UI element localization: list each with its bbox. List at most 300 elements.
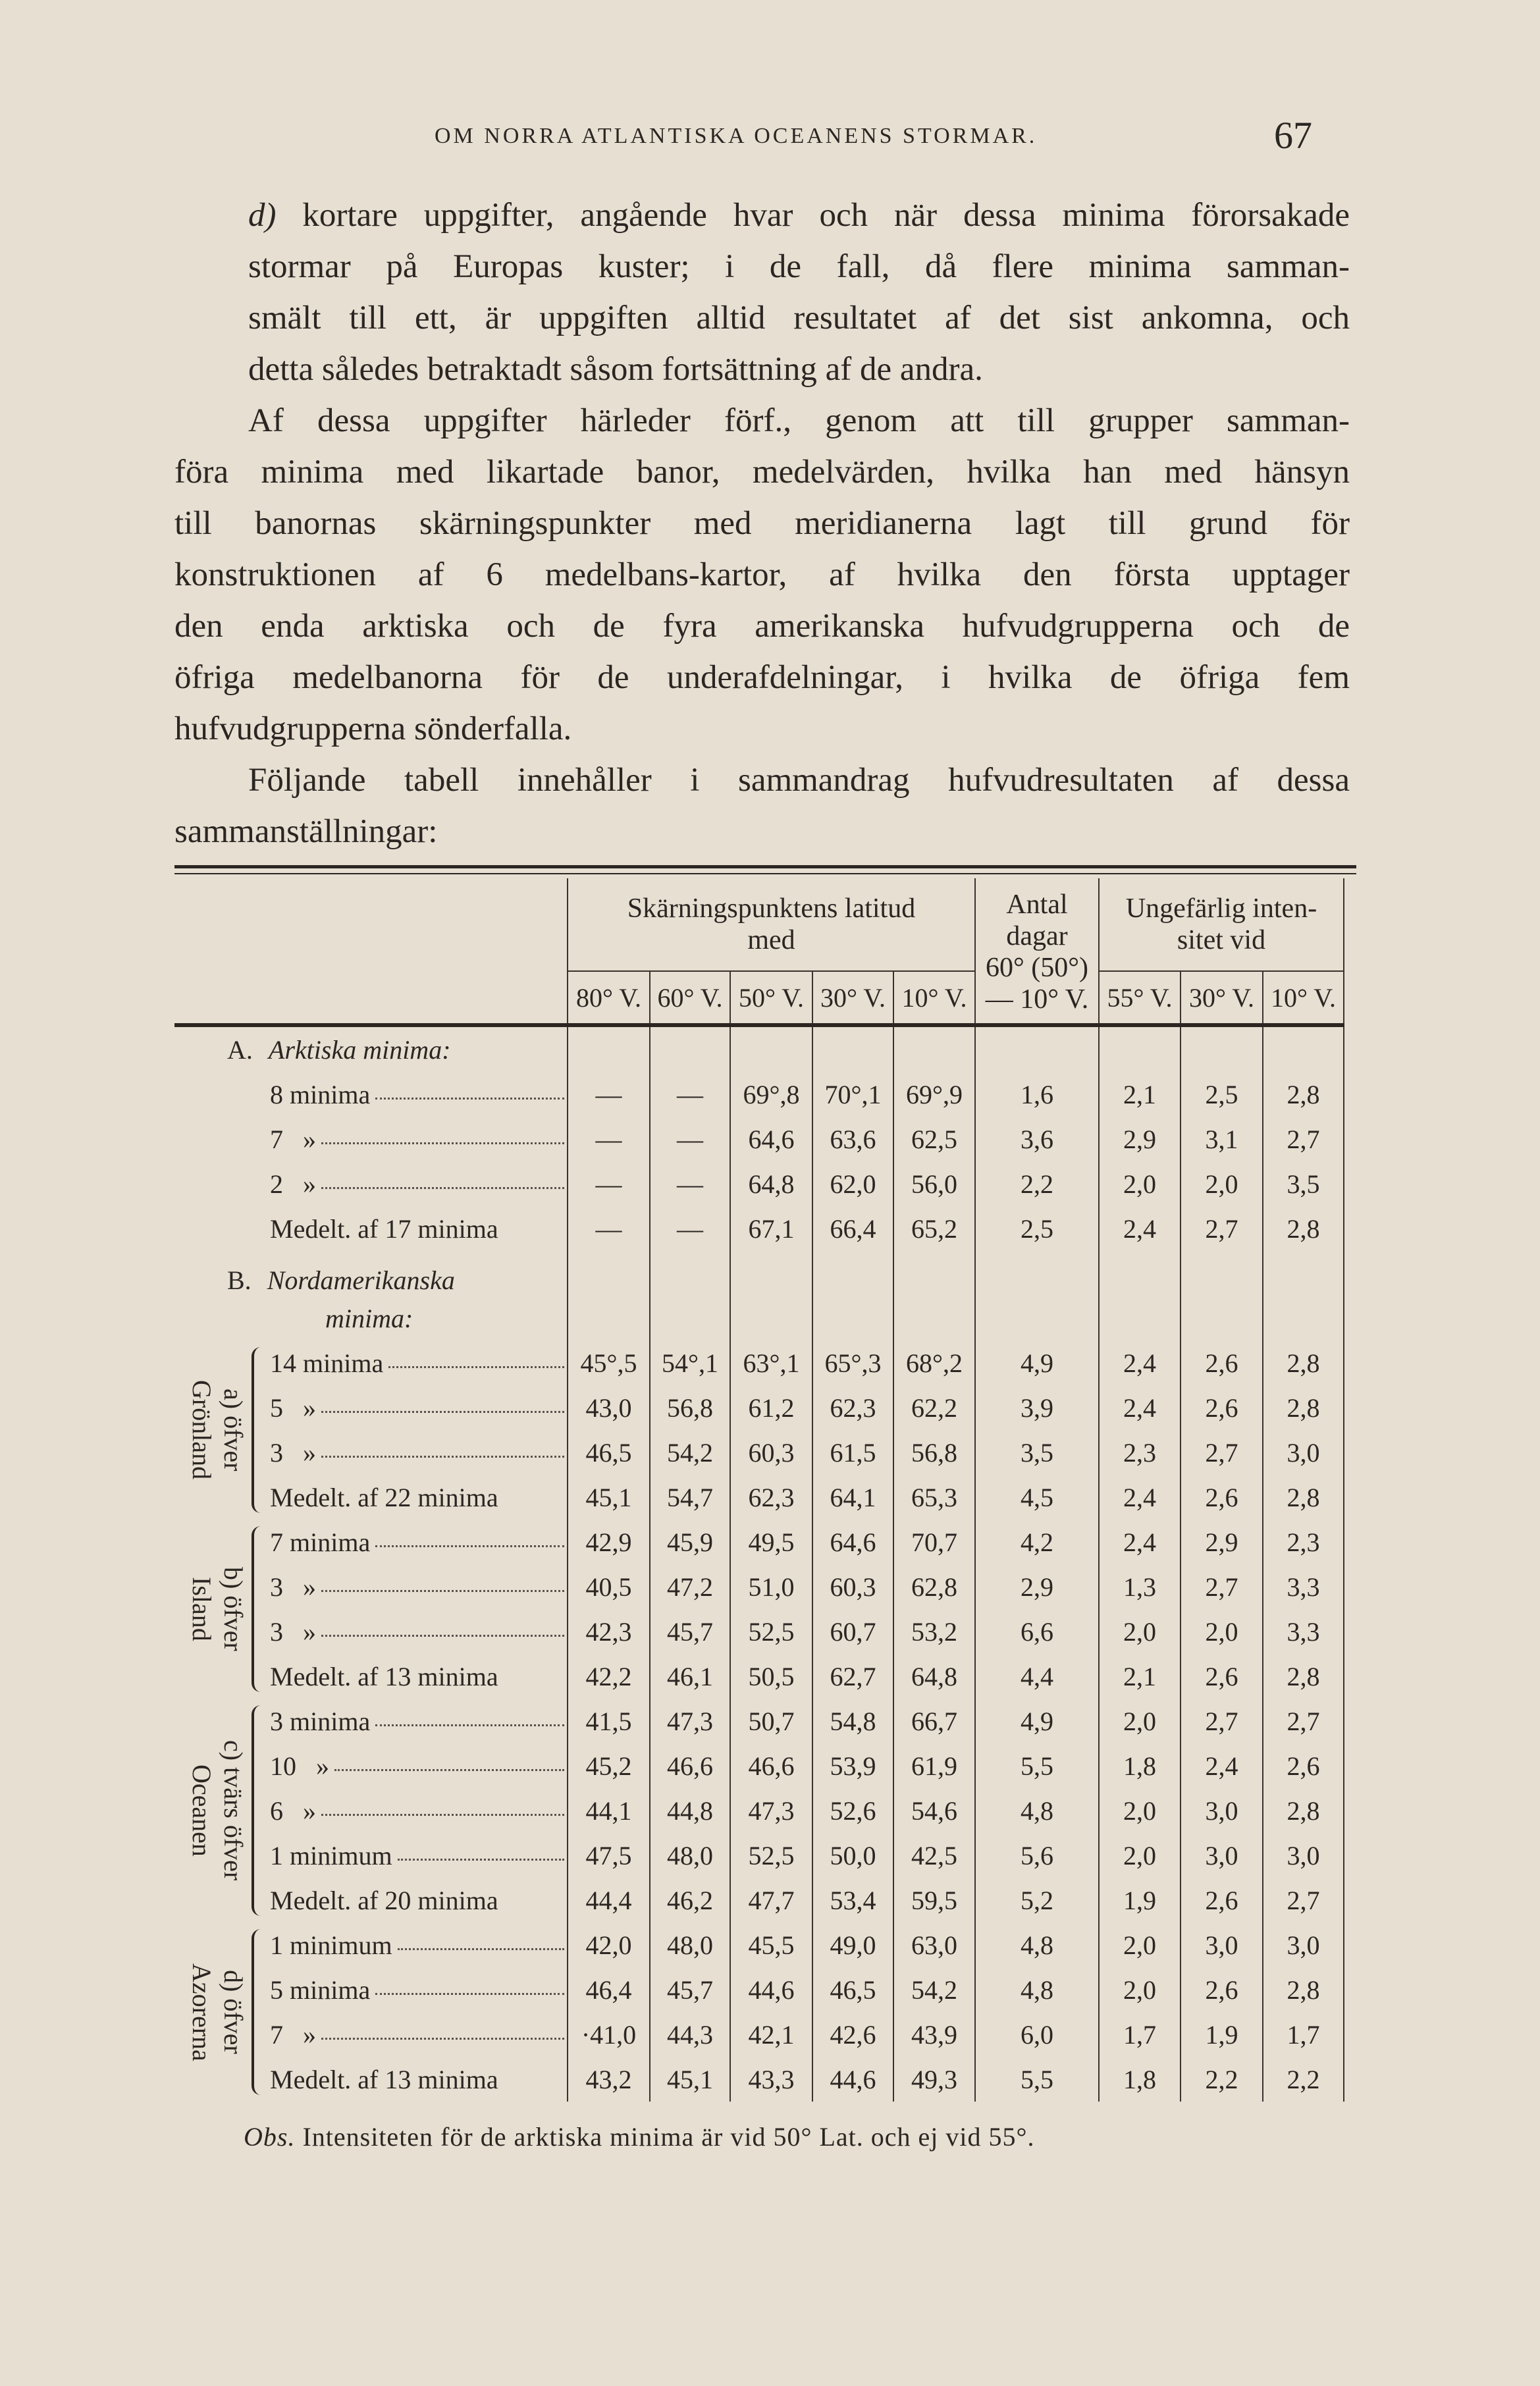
value-cell: 42,2: [568, 1654, 650, 1699]
value-cell: 46,6: [730, 1743, 812, 1788]
value-cell: 47,3: [650, 1699, 730, 1743]
value-cell: 47,7: [730, 1878, 812, 1922]
header-row: [174, 878, 1344, 971]
value-cell: 1,7: [1263, 2012, 1344, 2057]
table-row: [174, 1878, 1344, 1922]
value-cell: 2,5: [1181, 1072, 1263, 1117]
text-line: konstruktionen af 6 medelbans-kartor, af hvilka den första upptager: [174, 556, 1350, 593]
row-label-text: 3 »: [270, 1616, 316, 1647]
brace-icon: [252, 1347, 263, 1513]
results-table: [174, 878, 1344, 2102]
text-line: smält till ett, är uppgiften alltid resultatet af det sist ankomna, och: [248, 300, 1350, 336]
table-top-rule: [174, 873, 1356, 874]
value-cell: 62,0: [812, 1161, 893, 1206]
value-cell: 64,6: [730, 1117, 812, 1161]
table-row: [174, 1072, 1344, 1117]
value-cell: 65,3: [893, 1475, 975, 1520]
value-cell: 52,5: [730, 1833, 812, 1878]
header-text: Antal: [1006, 889, 1068, 920]
value-cell: 4,9: [975, 1699, 1099, 1743]
table-top-rule: [174, 865, 1356, 868]
note-label: Obs.: [244, 2122, 296, 2152]
value-cell: 62,3: [730, 1475, 812, 1520]
value-cell: 64,8: [893, 1654, 975, 1699]
value-cell: 1,8: [1099, 1743, 1181, 1788]
row-label: [263, 1751, 567, 1782]
value-cell: 49,0: [812, 1922, 893, 1967]
value-cell: 41,5: [568, 1699, 650, 1743]
value-cell: 2,8: [1263, 1385, 1344, 1430]
row-label: [263, 1124, 567, 1155]
row-label-text: 1 minimum: [270, 1930, 392, 1960]
body-text: [174, 190, 1350, 857]
value-cell: 53,4: [812, 1878, 893, 1922]
value-cell: 3,0: [1263, 1833, 1344, 1878]
value-cell: 51,0: [730, 1564, 812, 1609]
value-cell: 2,7: [1181, 1430, 1263, 1475]
group-label: [174, 1340, 263, 1520]
value-cell: 4,4: [975, 1654, 1099, 1699]
text-line: Af dessa uppgifter härleder förf., genom att till grupper samman-: [248, 402, 1350, 439]
row-label: [263, 2064, 567, 2095]
value-cell: 2,8: [1263, 1967, 1344, 2012]
leader-dots: [321, 1590, 564, 1592]
value-cell: 47,3: [730, 1788, 812, 1833]
value-cell: 2,3: [1099, 1430, 1181, 1475]
value-cell: 4,2: [975, 1520, 1099, 1564]
value-cell: 42,5: [893, 1833, 975, 1878]
note-text: Intensiteten för de arktiska minima är vid 50° Lat. och ej vid 55°.: [295, 2122, 1035, 2152]
section-letter: A.: [227, 1034, 253, 1065]
value-cell: 5,2: [975, 1878, 1099, 1922]
value-cell: 2,8: [1263, 1788, 1344, 1833]
value-cell: 50,7: [730, 1699, 812, 1743]
value-cell: 1,8: [1099, 2057, 1181, 2102]
leader-dots: [321, 1814, 564, 1816]
value-cell: 42,6: [812, 2012, 893, 2057]
value-cell: 2,7: [1181, 1699, 1263, 1743]
leader-dots: [388, 1366, 564, 1368]
text-line: sammanställningar:: [174, 813, 438, 850]
row-label-text: 2 »: [270, 1169, 316, 1199]
value-cell: 46,5: [568, 1430, 650, 1475]
table-row: [174, 2012, 1344, 2057]
value-cell: 60,3: [730, 1430, 812, 1475]
value-cell: 53,2: [893, 1609, 975, 1654]
value-cell: 54,2: [650, 1430, 730, 1475]
group-label-line: Oceanen: [187, 1764, 217, 1857]
value-cell: —: [650, 1161, 730, 1206]
value-cell: 45,7: [650, 1967, 730, 2012]
value-cell: 44,4: [568, 1878, 650, 1922]
leader-dots: [375, 1724, 564, 1726]
value-cell: 47,5: [568, 1833, 650, 1878]
value-cell: 44,1: [568, 1788, 650, 1833]
value-cell: 2,3: [1263, 1520, 1344, 1564]
value-cell: 46,1: [650, 1654, 730, 1699]
leader-dots: [321, 1635, 564, 1637]
value-cell: 1,9: [1181, 2012, 1263, 2057]
value-cell: 2,7: [1263, 1878, 1344, 1922]
value-cell: 63°,1: [730, 1340, 812, 1385]
table-row: [174, 1699, 1344, 1743]
value-cell: 44,6: [812, 2057, 893, 2102]
days-header: [975, 878, 1099, 1023]
latitude-header: [568, 878, 975, 971]
text-line: hufvudgrupperna sönderfalla.: [174, 710, 572, 747]
value-cell: 69°,8: [730, 1072, 812, 1117]
page-number: 67: [1274, 114, 1312, 157]
leader-dots: [321, 2038, 564, 2040]
row-label-text: Medelt. af 17 minima: [270, 1213, 498, 1244]
row-label-text: 3 »: [270, 1437, 316, 1468]
row-label-text: Medelt. af 13 minima: [270, 1661, 498, 1691]
row-label: [263, 1169, 567, 1200]
value-cell: —: [568, 1072, 650, 1117]
value-cell: 3,3: [1263, 1609, 1344, 1654]
section-heading-row: [174, 1296, 1344, 1340]
value-cell: 2,6: [1181, 1654, 1263, 1699]
row-label: [263, 1706, 567, 1737]
group-label-line: Azorerna: [187, 1963, 217, 2061]
leader-dots: [321, 1456, 564, 1458]
value-cell: 3,5: [1263, 1161, 1344, 1206]
value-cell: 3,0: [1181, 1788, 1263, 1833]
value-cell: 3,0: [1181, 1833, 1263, 1878]
value-cell: 54,6: [893, 1788, 975, 1833]
row-label: [263, 1079, 567, 1110]
row-label-text: 7 »: [270, 2019, 316, 2050]
value-cell: 52,6: [812, 1788, 893, 1833]
table-row: [174, 1743, 1344, 1788]
row-label: [263, 1795, 567, 1826]
table-row: [174, 1430, 1344, 1475]
row-label-text: 5 »: [270, 1392, 316, 1423]
value-cell: 5,5: [975, 1743, 1099, 1788]
value-cell: 5,5: [975, 2057, 1099, 2102]
row-label: [263, 1482, 567, 1513]
section-title-cont: minima:: [325, 1303, 413, 1333]
value-cell: 2,0: [1099, 1967, 1181, 2012]
brace-icon: [252, 1705, 263, 1916]
value-cell: 62,2: [893, 1385, 975, 1430]
value-cell: 40,5: [568, 1564, 650, 1609]
value-cell: 49,5: [730, 1520, 812, 1564]
value-cell: 42,1: [730, 2012, 812, 2057]
value-cell: 2,6: [1263, 1743, 1344, 1788]
table-row: [174, 1206, 1344, 1251]
value-cell: 59,5: [893, 1878, 975, 1922]
table-row: [174, 1654, 1344, 1699]
leader-dots: [321, 1187, 564, 1189]
value-cell: 43,2: [568, 2057, 650, 2102]
group-label-line: c) tvärs öfver: [219, 1740, 248, 1881]
value-cell: 2,1: [1099, 1072, 1181, 1117]
row-label-text: Medelt. af 22 minima: [270, 1482, 498, 1512]
value-cell: 45,7: [650, 1609, 730, 1654]
value-cell: 1,6: [975, 1072, 1099, 1117]
value-cell: 1,7: [1099, 2012, 1181, 2057]
row-label: [263, 1840, 567, 1871]
value-cell: 45,9: [650, 1520, 730, 1564]
col-30v: 30° V.: [812, 971, 893, 1023]
value-cell: ·41,0: [568, 2012, 650, 2057]
value-cell: 45,5: [730, 1922, 812, 1967]
value-cell: 4,8: [975, 1922, 1099, 1967]
leader-dots: [375, 1098, 564, 1100]
value-cell: 2,4: [1099, 1340, 1181, 1385]
header-text: Skärningspunktens latitud: [627, 893, 916, 924]
table-row: [174, 1609, 1344, 1654]
value-cell: 3,5: [975, 1430, 1099, 1475]
text-line: [174, 190, 1350, 241]
value-cell: 45,2: [568, 1743, 650, 1788]
value-cell: 54,8: [812, 1699, 893, 1743]
row-label-text: 8 minima: [270, 1079, 371, 1109]
value-cell: 56,8: [893, 1430, 975, 1475]
value-cell: 43,0: [568, 1385, 650, 1430]
value-cell: 52,5: [730, 1609, 812, 1654]
value-cell: 4,8: [975, 1788, 1099, 1833]
value-cell: —: [650, 1206, 730, 1251]
value-cell: 2,0: [1099, 1833, 1181, 1878]
col-10v: 10° V.: [893, 971, 975, 1023]
value-cell: 1,9: [1099, 1878, 1181, 1922]
value-cell: 48,0: [650, 1833, 730, 1878]
row-label-text: 3 »: [270, 1572, 316, 1602]
text-line: Följande tabell innehåller i sammandrag hufvudresultaten af dessa: [248, 762, 1350, 799]
value-cell: 54°,1: [650, 1340, 730, 1385]
value-cell: 70,7: [893, 1520, 975, 1564]
value-cell: 3,3: [1263, 1564, 1344, 1609]
intensity-header: [1099, 878, 1344, 971]
group-label-line: b) öfver: [219, 1567, 248, 1651]
value-cell: 68°,2: [893, 1340, 975, 1385]
value-cell: 67,1: [730, 1206, 812, 1251]
leader-dots: [375, 1993, 564, 1995]
value-cell: 2,4: [1099, 1206, 1181, 1251]
table-row: [174, 2057, 1344, 2102]
table-row: [174, 1161, 1344, 1206]
value-cell: 2,0: [1181, 1161, 1263, 1206]
row-label: [263, 1527, 567, 1558]
row-label-text: 14 minima: [270, 1348, 384, 1378]
value-cell: 2,6: [1181, 1340, 1263, 1385]
value-cell: —: [568, 1161, 650, 1206]
value-cell: 49,3: [893, 2057, 975, 2102]
value-cell: 65,2: [893, 1206, 975, 1251]
value-cell: 2,6: [1181, 1475, 1263, 1520]
value-cell: 2,7: [1181, 1206, 1263, 1251]
row-label-text: 7 »: [270, 1124, 316, 1154]
header-text: Ungefärlig inten-: [1125, 893, 1317, 924]
row-label: [263, 1975, 567, 2005]
value-cell: 2,8: [1263, 1475, 1344, 1520]
text-line: föra minima med likartade banor, medelvärden, hvilka han med hänsyn: [174, 454, 1350, 490]
value-cell: 2,2: [1181, 2057, 1263, 2102]
value-cell: 2,0: [1099, 1161, 1181, 1206]
value-cell: 2,0: [1099, 1699, 1181, 1743]
row-label-text: Medelt. af 20 minima: [270, 1885, 498, 1915]
leader-dots: [321, 1142, 564, 1144]
col-int-30v: 30° V.: [1181, 971, 1263, 1023]
row-label: [263, 1437, 567, 1468]
value-cell: 64,8: [730, 1161, 812, 1206]
table-row: [174, 1520, 1344, 1564]
value-cell: 70°,1: [812, 1072, 893, 1117]
value-cell: 56,8: [650, 1385, 730, 1430]
value-cell: —: [568, 1117, 650, 1161]
value-cell: 4,9: [975, 1340, 1099, 1385]
value-cell: 42,0: [568, 1922, 650, 1967]
col-60v: 60° V.: [650, 971, 730, 1023]
value-cell: 60,7: [812, 1609, 893, 1654]
value-cell: 60,3: [812, 1564, 893, 1609]
value-cell: —: [650, 1117, 730, 1161]
value-cell: 2,2: [1263, 2057, 1344, 2102]
row-label-text: 3 minima: [270, 1706, 371, 1736]
text-line: den enda arktiska och de fyra amerikanska hufvudgrupperna och de: [174, 608, 1350, 645]
brace-icon: [252, 1929, 263, 2095]
value-cell: 2,4: [1099, 1475, 1181, 1520]
table-row: [174, 1475, 1344, 1520]
table-row: [174, 1385, 1344, 1430]
table-row: [174, 1564, 1344, 1609]
value-cell: 2,4: [1099, 1385, 1181, 1430]
value-cell: 45,1: [650, 2057, 730, 2102]
header-text: — 10° V.: [985, 984, 1089, 1015]
value-cell: 43,9: [893, 2012, 975, 2057]
table-note: [244, 2121, 1035, 2152]
value-cell: 61,2: [730, 1385, 812, 1430]
value-cell: 2,4: [1099, 1520, 1181, 1564]
row-label: [263, 1885, 567, 1916]
section-heading-row: [174, 1251, 1344, 1296]
value-cell: 2,8: [1263, 1072, 1344, 1117]
value-cell: 43,3: [730, 2057, 812, 2102]
value-cell: 62,3: [812, 1385, 893, 1430]
value-cell: 2,9: [975, 1564, 1099, 1609]
leader-dots: [398, 1859, 564, 1861]
group-label: [174, 1520, 263, 1699]
subheader-row: [174, 971, 1344, 1023]
value-cell: 2,5: [975, 1206, 1099, 1251]
value-cell: 66,4: [812, 1206, 893, 1251]
brace-icon: [252, 1526, 263, 1692]
row-label-text: Medelt. af 13 minima: [270, 2064, 498, 2094]
text-span: kortare uppgifter, angående hvar och när dessa minima förorsakade: [276, 197, 1350, 234]
col-int-55v: 55° V.: [1099, 971, 1181, 1023]
value-cell: 2,9: [1181, 1520, 1263, 1564]
table-row: [174, 1833, 1344, 1878]
section-title: Nordamerikanska: [267, 1265, 455, 1295]
value-cell: 4,5: [975, 1475, 1099, 1520]
value-cell: 61,5: [812, 1430, 893, 1475]
value-cell: 66,7: [893, 1699, 975, 1743]
value-cell: 2,4: [1181, 1743, 1263, 1788]
value-cell: 2,6: [1181, 1967, 1263, 2012]
item-marker: d): [248, 197, 277, 234]
running-header: OM NORRA ATLANTISKA OCEANENS STORMAR.: [435, 124, 1038, 148]
value-cell: 46,6: [650, 1743, 730, 1788]
value-cell: 2,0: [1099, 1609, 1181, 1654]
text-line: till banornas skärningspunkter med meridianerna lagt till grund för: [174, 505, 1350, 542]
section-heading-row: [174, 1025, 1344, 1072]
value-cell: 2,0: [1099, 1788, 1181, 1833]
leader-dots: [321, 1411, 564, 1413]
value-cell: 46,4: [568, 1967, 650, 2012]
value-cell: —: [568, 1206, 650, 1251]
value-cell: 65°,3: [812, 1340, 893, 1385]
value-cell: 45°,5: [568, 1340, 650, 1385]
value-cell: 44,3: [650, 2012, 730, 2057]
row-label-text: 5 minima: [270, 1975, 371, 2005]
value-cell: 3,6: [975, 1117, 1099, 1161]
value-cell: 42,9: [568, 1520, 650, 1564]
header-text: 60° (50°): [985, 953, 1089, 983]
value-cell: 2,1: [1099, 1654, 1181, 1699]
value-cell: 47,2: [650, 1564, 730, 1609]
value-cell: 50,5: [730, 1654, 812, 1699]
value-cell: 2,6: [1181, 1878, 1263, 1922]
value-cell: 5,6: [975, 1833, 1099, 1878]
row-label-text: 6 »: [270, 1795, 316, 1826]
text-line: öfriga medelbanorna för de underafdelningar, i hvilka de öfriga fem: [174, 659, 1350, 696]
value-cell: 2,0: [1099, 1922, 1181, 1967]
leader-dots: [398, 1948, 564, 1950]
group-label-line: Grönland: [187, 1380, 217, 1480]
row-label: [263, 1392, 567, 1423]
col-50v: 50° V.: [730, 971, 812, 1023]
value-cell: 42,3: [568, 1609, 650, 1654]
row-label: [263, 1930, 567, 1961]
value-cell: 3,9: [975, 1385, 1099, 1430]
table-row: [174, 1340, 1344, 1385]
value-cell: 63,6: [812, 1117, 893, 1161]
value-cell: 63,0: [893, 1922, 975, 1967]
value-cell: 3,0: [1263, 1922, 1344, 1967]
value-cell: 2,2: [975, 1161, 1099, 1206]
value-cell: 69°,9: [893, 1072, 975, 1117]
header-text: med: [747, 925, 795, 955]
value-cell: 3,0: [1263, 1430, 1344, 1475]
value-cell: 45,1: [568, 1475, 650, 1520]
value-cell: 44,6: [730, 1967, 812, 2012]
leader-dots: [334, 1769, 564, 1771]
value-cell: 6,0: [975, 2012, 1099, 2057]
value-cell: 6,6: [975, 1609, 1099, 1654]
value-cell: 4,8: [975, 1967, 1099, 2012]
section-letter: B.: [227, 1265, 252, 1295]
value-cell: 3,1: [1181, 1117, 1263, 1161]
value-cell: 48,0: [650, 1922, 730, 1967]
value-cell: 62,8: [893, 1564, 975, 1609]
header-text: sitet vid: [1177, 925, 1266, 955]
col-int-10v: 10° V.: [1263, 971, 1344, 1023]
value-cell: 62,5: [893, 1117, 975, 1161]
row-label-text: 10 »: [270, 1751, 329, 1781]
group-label-line: a) öfver: [219, 1389, 248, 1471]
value-cell: 2,9: [1099, 1117, 1181, 1161]
group-label: [174, 1922, 263, 2102]
leader-dots: [375, 1545, 564, 1547]
table-row: [174, 1922, 1344, 1967]
row-label: [263, 1616, 567, 1647]
value-cell: 2,7: [1181, 1564, 1263, 1609]
value-cell: 2,7: [1263, 1699, 1344, 1743]
header-text: dagar: [1006, 921, 1068, 951]
value-cell: 54,2: [893, 1967, 975, 2012]
